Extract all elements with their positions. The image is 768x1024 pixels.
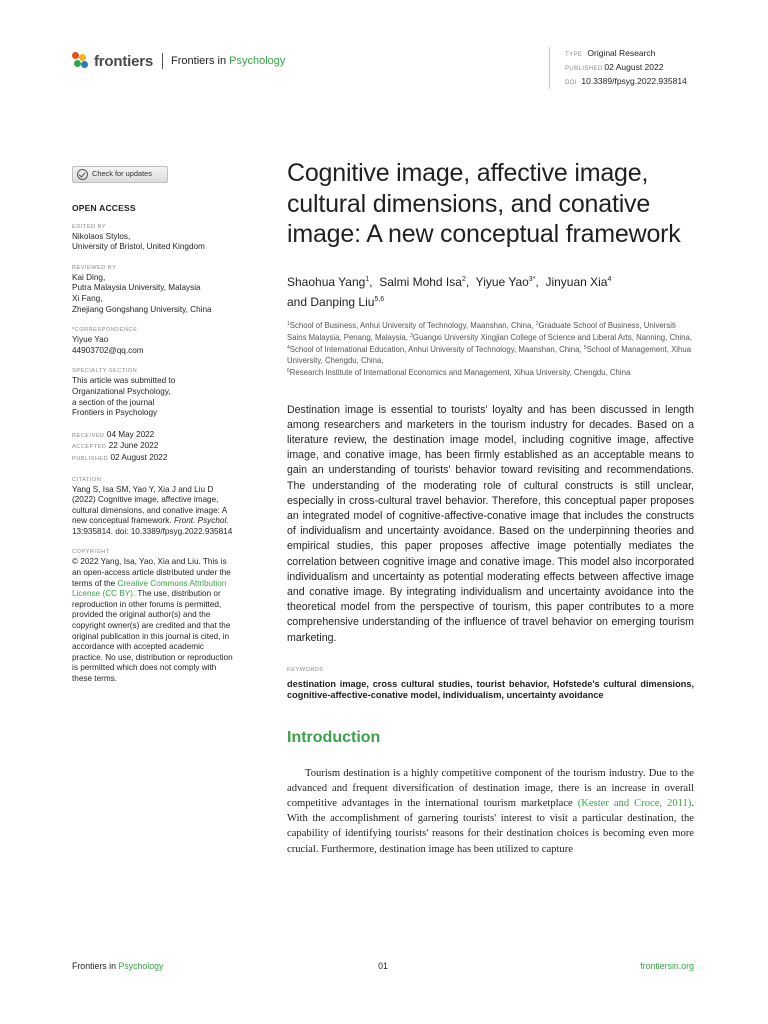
affiliation: Graduate School of Business, Universiti Sains Malaysia, Penang, Malaysia,	[287, 320, 676, 342]
footer-journal-name: Psychology	[118, 961, 164, 971]
correspondence-label: *CORRESPONDENCE	[72, 327, 138, 334]
journal-prefix: Frontiers in	[171, 55, 227, 67]
footer-site-link[interactable]: frontiersin.org	[640, 961, 694, 971]
keywords-label: KEYWORDS	[287, 666, 324, 673]
specialty-line: Frontiers in Psychology	[72, 408, 158, 418]
editor-name: Nikolaos Stylos,	[72, 231, 131, 241]
reviewed-by-label: REVIEWED BY	[72, 264, 117, 271]
author-name: Danping Liu	[310, 294, 375, 309]
keywords: destination image, cross cultural studies, tourist behavior, Hofstede's cultural dimensions, cognitive-affective-conative model, individualism, uncertainty avoidance	[287, 678, 694, 701]
author[interactable]	[287, 275, 369, 289]
abstract: Destination image is essential to tourists' loyalty and has been discussed in length among researchers and marketers in the tourism industry for decades. Based on a literature review, the destination image model, including cognitive image, affective image, and conative image, has been firmly established as an acceptable means to gain an understanding of tourists' behavior toward revisiting and recommendations. The understanding of the moderating role of cultural constructs is still unclear, especially in cross-cultural travel behavior. Therefore, this conceptual paper proposes an integrated model of cognitive-affective-conative image that includes the constructs of individualism and uncertainty avoidance. Based on the underpinning theories and empirical studies, this paper proposes affective image potentially mediates the correlation between cognitive image and conative image. This model also incorporated individualism and uncertainty as potential moderating effects between affective image and conative image. By integrating individualism and uncertainty avoidance into the theoretical model from the perspective of tourism, this paper contributes to a more comprehensive understanding of the influence of travel behavior on emerging tourism marketing.	[287, 403, 694, 644]
author-sup: 1	[365, 275, 370, 283]
author[interactable]	[379, 275, 466, 289]
article-main	[287, 158, 694, 857]
affil-sup: 2	[535, 320, 539, 327]
check-updates-label: Check for updates	[92, 169, 152, 179]
citation-link[interactable]: (Kester and Croce, 2011)	[577, 797, 692, 809]
type-value: Original Research	[587, 48, 656, 58]
open-access-label: OPEN ACCESS	[72, 203, 136, 213]
copyright-text	[72, 557, 237, 684]
published-label: PUBLISHED	[72, 455, 109, 462]
received-date: 04 May 2022	[106, 429, 155, 439]
author-sup: 5,6	[374, 295, 385, 303]
author-and: and	[287, 294, 308, 309]
author[interactable]	[476, 275, 536, 289]
specialty-section-label: SPECIALTY SECTION	[72, 368, 138, 375]
affiliation: School of Management, Xihua University, Chengdu, China,	[287, 344, 692, 365]
intro-paragraph	[287, 766, 694, 857]
affiliation: School of International Education, Anhui University of Technology, Maanshan, China,	[289, 344, 582, 354]
check-for-updates-button[interactable]	[72, 166, 168, 183]
citation-doi: 13:935814. doi: 10.3389/fpsyg.2022.935814	[72, 526, 233, 536]
author-sup: 4	[607, 275, 612, 283]
specialty-line: Organizational Psychology,	[72, 386, 171, 396]
author[interactable]	[310, 295, 384, 309]
author[interactable]	[545, 275, 611, 289]
correspondence-email[interactable]: 44903702@qq.com	[72, 345, 144, 355]
journal-title: Psychology	[229, 55, 286, 67]
published-value: 02 August 2022	[604, 62, 664, 72]
author-name: Salmi Mohd Isa	[379, 274, 462, 289]
copyright-label: COPYRIGHT	[72, 549, 110, 556]
logo-text: frontiers	[94, 52, 154, 70]
author-sup: 3*	[528, 275, 536, 283]
frontiers-logo[interactable]	[72, 52, 285, 70]
article-meta	[549, 47, 687, 89]
journal-name[interactable]	[171, 55, 285, 67]
intro-text-cont: . With the accomplishment of garnering tourists' interest to visit a particular destination, the capability of identifying tourists' reasons for their destination choices is becoming even more crucial. Furthermore, destination image has been utilized to capture	[287, 797, 694, 855]
author-list: Shaohua Yang$^1$, Salmi Mohd Isa$^2$, Yiyue Yao$^{3*}$, Jinyuan Xia$^4$ and Danping Liu$^{5,6}$	[287, 274, 612, 309]
doi-value[interactable]: 10.3389/fpsyg.2022.935814	[581, 76, 687, 86]
citation-main: Yang S, Isa SM, Yao Y, Xia J and Liu D (2022) Cognitive image, affective image, cultural dimensions, and conative image: A new conceptual framework.	[72, 484, 227, 526]
reviewer-affiliation: Putra Malaysia University, Malaysia	[72, 283, 201, 293]
section-heading-introduction: Introduction	[287, 728, 381, 746]
published-label: PUBLISHED	[565, 66, 603, 72]
affil-sup: 3	[410, 332, 413, 339]
affiliation: School of Business, Anhui University of Technology, Maanshan, China,	[289, 320, 534, 330]
footer-journal-prefix: Frontiers in	[72, 961, 116, 971]
copyright-terms: The use, distribution or reproduction in other forums is permitted, provided the original author(s) and the copyright owner(s) are credited and that the original publication in this journal is cited, in accordance with accepted academic practice. No use, distribution or reproduction is permitted which does not comply with these terms.	[72, 589, 233, 683]
affiliations	[287, 319, 694, 378]
article-dates	[72, 430, 237, 465]
reviewer-affiliation: Zhejiang Gongshang University, China	[72, 304, 212, 314]
frontiers-logo-icon	[72, 52, 90, 70]
citation-label: CITATION	[72, 476, 102, 483]
editor-affiliation: University of Bristol, United Kingdom	[72, 242, 205, 252]
edited-by-label: EDITED BY	[72, 223, 107, 230]
doi-label: DOI	[565, 80, 577, 86]
article-title: Cognitive image, affective image, cultural dimensions, and conative image: A new conceptual framework	[287, 159, 681, 248]
copyright-intro: © 2022 Yang, Isa, Yao, Xia and Liu. This is an open-access article distributed under the terms of the	[72, 557, 231, 588]
affil-sup: 5	[583, 344, 587, 351]
specialty-line: This article was submitted to	[72, 376, 176, 386]
author-name: Yiyue Yao	[475, 274, 529, 289]
author-sup: 2	[461, 275, 466, 283]
citation-text	[72, 485, 237, 538]
author-name: Jinyuan Xia	[545, 274, 608, 289]
published-date: 02 August 2022	[110, 452, 168, 462]
affiliation: Research Institute of International Economics and Management, Xihua University, Chengdu, China	[289, 367, 631, 377]
correspondence-name: Yiyue Yao	[72, 335, 109, 345]
affiliation: Guangxi University Xingjian College of Science and Liberal Arts, Nanning, China,	[412, 332, 692, 342]
page-header	[72, 48, 702, 92]
type-label: TYPE	[565, 52, 583, 58]
author-name: Shaohua Yang	[287, 274, 366, 289]
affil-sup: 4	[287, 344, 290, 351]
check-icon	[77, 169, 88, 180]
affil-sup: 6	[287, 367, 290, 374]
reviewer-name: Xi Fang,	[72, 293, 103, 303]
article-sidebar	[72, 166, 237, 685]
specialty-line: a section of the journal	[72, 397, 155, 407]
accepted-label: ACCEPTED	[72, 444, 107, 451]
intro-text: Tourism destination is a highly competitive component of the tourism industry. Due to the advanced and frequent diversification of destination image, there is an increase in overall competitive advantages in the international tourism marketplace	[287, 767, 694, 809]
citation-journal: Front. Psychol.	[173, 516, 229, 526]
accepted-date: 22 June 2022	[108, 441, 159, 451]
license-link[interactable]: Creative Commons Attribution License (CC BY).	[72, 578, 227, 599]
reviewer-name: Kai Ding,	[72, 272, 106, 282]
received-label: RECEIVED	[72, 432, 105, 439]
affil-sup: 1	[287, 320, 290, 327]
page-number: 01	[378, 961, 388, 971]
logo-divider	[162, 53, 163, 69]
